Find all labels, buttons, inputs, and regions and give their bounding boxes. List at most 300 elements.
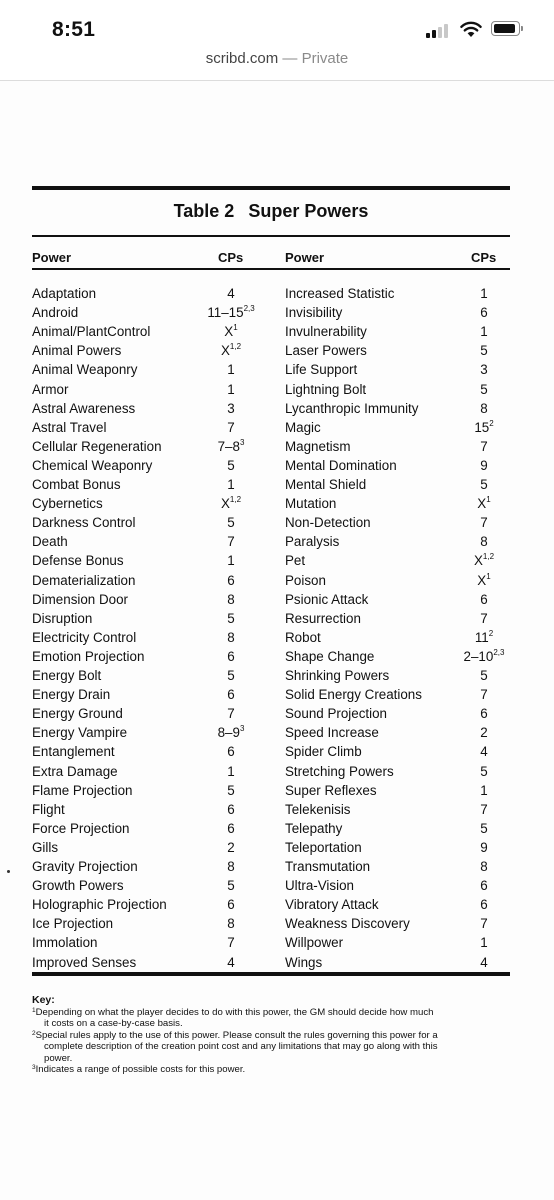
power-name: Lycanthropic Immunity (285, 400, 419, 416)
cp-footnote-marker: 1 (486, 571, 491, 581)
power-name: Resurrection (285, 610, 361, 626)
cp-value: 15 (474, 419, 490, 435)
power-cp (449, 800, 519, 819)
power-row (285, 571, 519, 590)
power-cp (196, 456, 266, 475)
power-name: Magic (285, 419, 321, 435)
power-cp (449, 819, 519, 838)
cp-value: 6 (480, 878, 488, 894)
cp-footnote-marker: 3 (239, 437, 245, 447)
power-cp (196, 284, 266, 303)
cp-value: 5 (480, 668, 488, 683)
key-entry (32, 1007, 512, 1030)
power-row (285, 322, 519, 341)
power-row (32, 895, 266, 914)
cp-value: 7 (480, 515, 488, 531)
cp-value: 2 (480, 725, 488, 741)
power-cp (449, 838, 519, 857)
power-cp (449, 609, 519, 628)
power-cp (449, 437, 519, 456)
power-row (285, 475, 519, 494)
power-name: Lightning Bolt (285, 381, 367, 397)
cp-value: 6 (480, 305, 488, 321)
key-entry (32, 1064, 512, 1076)
power-cp (449, 341, 519, 360)
power-name: Wings (285, 954, 323, 970)
power-cp (449, 322, 519, 341)
power-name: Transmutation (285, 859, 371, 874)
power-cp (449, 723, 519, 742)
power-row (32, 360, 266, 379)
power-name: Energy Bolt (32, 668, 102, 683)
power-row (285, 380, 519, 399)
power-row (285, 360, 519, 379)
power-row (32, 723, 266, 742)
power-name: Energy Ground (32, 706, 123, 722)
cp-footnote-marker: 2 (489, 418, 494, 428)
power-cp (449, 895, 519, 914)
power-name: Willpower (285, 935, 344, 951)
power-name: Vibratory Attack (285, 897, 379, 913)
power-cp (196, 742, 266, 761)
power-cp (196, 571, 266, 590)
scan-speck (7, 870, 10, 873)
power-cp (449, 647, 519, 666)
cp-value: 1 (227, 553, 235, 569)
cp-value: 6 (227, 648, 235, 664)
power-row (285, 800, 519, 819)
power-row (285, 953, 519, 972)
power-cp (196, 341, 266, 360)
power-name: Combat Bonus (32, 477, 121, 492)
power-name: Weakness Discovery (285, 916, 410, 932)
cp-value: 8 (227, 859, 235, 874)
power-name: Mental Shield (285, 477, 367, 492)
table-header-rule (32, 268, 510, 270)
power-name: Non-Detection (285, 515, 371, 531)
cp-value: 3 (480, 362, 488, 378)
cp-value: 5 (480, 381, 488, 397)
power-name: Energy Vampire (32, 725, 128, 741)
power-name: Electricity Control (32, 629, 137, 645)
cp-footnote-marker: 3 (239, 724, 245, 734)
cp-value: 5 (227, 457, 235, 473)
power-cp (196, 399, 266, 418)
power-name: Mutation (285, 496, 337, 512)
power-row (32, 322, 266, 341)
cp-value: 7–8 (217, 438, 240, 454)
cp-value: 6 (227, 820, 235, 836)
power-name: Dematerialization (32, 572, 136, 588)
power-cp (449, 571, 519, 590)
cp-value: 5 (227, 878, 235, 894)
key-text: Depending on what the player decides to do with this power, the GM should decide how much (35, 1006, 434, 1018)
power-row (32, 571, 266, 590)
power-name: Poison (285, 572, 326, 588)
power-cp (449, 704, 519, 723)
power-cp (449, 685, 519, 704)
cp-value: 6 (480, 897, 488, 913)
power-cp (449, 876, 519, 895)
power-cp (449, 781, 519, 800)
power-row (285, 513, 519, 532)
power-row (32, 857, 266, 876)
cp-value: 1 (227, 362, 235, 378)
wifi-icon (459, 20, 483, 38)
power-row (285, 781, 519, 800)
cp-value: 7 (227, 419, 235, 435)
cp-value: X (477, 572, 487, 588)
cp-value: 6 (227, 687, 235, 703)
power-cp (196, 418, 266, 437)
power-row (285, 742, 519, 761)
power-row (285, 685, 519, 704)
power-name: Super Reflexes (285, 782, 377, 798)
power-name: Robot (285, 629, 321, 645)
power-name: Sound Projection (285, 706, 387, 722)
power-name: Cybernetics (32, 496, 103, 512)
power-name: Flight (32, 801, 65, 817)
power-cp (196, 762, 266, 781)
power-row (32, 628, 266, 647)
key-entry (32, 1030, 512, 1065)
power-name: Invisibility (285, 305, 343, 321)
cp-value: X (220, 343, 230, 359)
header-power-right: Power (285, 250, 325, 265)
power-cp (196, 322, 266, 341)
power-cp (196, 704, 266, 723)
power-row (32, 513, 266, 532)
power-name: Disruption (32, 610, 93, 626)
power-row (32, 685, 266, 704)
power-cp (196, 647, 266, 666)
power-row (285, 418, 519, 437)
power-cp (196, 876, 266, 895)
key-text: Special rules apply to the use of this power. Please consult the rules governing this power for a (35, 1029, 438, 1041)
power-row (32, 800, 266, 819)
power-name: Immolation (32, 935, 98, 951)
cp-value: 3 (227, 400, 235, 416)
power-row (32, 876, 266, 895)
power-cp (196, 914, 266, 933)
power-cp (196, 895, 266, 914)
power-name: Death (32, 534, 68, 550)
power-name: Flame Projection (32, 782, 133, 798)
cp-value: 7 (227, 534, 235, 550)
power-cp (449, 628, 519, 647)
power-cp (196, 857, 266, 876)
header-cps-right: CPs (471, 250, 497, 265)
power-cp (449, 360, 519, 379)
cp-value: 4 (227, 954, 235, 970)
cp-value: X (477, 496, 487, 512)
power-name: Animal Weaponry (32, 362, 138, 378)
power-cp (196, 513, 266, 532)
cp-value: 5 (227, 782, 235, 798)
cp-footnote-marker: 1,2 (229, 495, 242, 505)
power-name: Increased Statistic (285, 286, 395, 301)
power-cp (449, 762, 519, 781)
table-key (32, 995, 512, 1076)
cp-value: 5 (480, 343, 488, 359)
cp-value: 1 (480, 935, 488, 951)
power-name: Animal/PlantControl (32, 324, 151, 340)
key-title: Key: (32, 994, 55, 1006)
cp-footnote-marker: 2 (488, 628, 494, 638)
power-name: Ice Projection (32, 916, 114, 932)
power-cp (449, 532, 519, 551)
power-name: Entanglement (32, 744, 115, 760)
power-cp (449, 953, 519, 972)
cp-value: 1 (480, 324, 488, 340)
power-cp (196, 532, 266, 551)
power-row (285, 303, 519, 322)
key-entries (32, 1007, 512, 1076)
cp-value: 7 (480, 687, 488, 703)
power-row (285, 876, 519, 895)
key-text-continuation: it costs on a case-by-case basis. (44, 1018, 183, 1029)
power-name: Improved Senses (32, 954, 137, 970)
power-row (32, 704, 266, 723)
cp-value: X (473, 553, 483, 569)
cp-value: 8 (480, 859, 488, 874)
cp-value: 9 (480, 839, 488, 855)
power-row (32, 303, 266, 322)
power-name: Darkness Control (32, 515, 136, 531)
power-cp (449, 551, 519, 570)
cp-footnote-marker: 2,3 (493, 647, 505, 657)
power-name: Telekenisis (285, 801, 351, 817)
cp-value: 7 (480, 610, 488, 626)
power-cp (196, 819, 266, 838)
key-marker: 2 (32, 1029, 36, 1037)
cp-value: X (224, 324, 234, 340)
power-row (285, 609, 519, 628)
power-name: Astral Awareness (32, 400, 136, 416)
url-domain: scribd.com (205, 50, 279, 67)
power-cp (449, 742, 519, 761)
power-row (32, 933, 266, 952)
power-row (285, 933, 519, 952)
power-cp (449, 513, 519, 532)
power-row (32, 781, 266, 800)
status-bar (0, 0, 554, 52)
power-name: Gravity Projection (32, 859, 138, 874)
power-row (285, 590, 519, 609)
power-name: Armor (32, 381, 69, 397)
power-row (285, 494, 519, 513)
power-name: Invulnerability (285, 324, 367, 340)
power-row (285, 723, 519, 742)
cp-value: 8–9 (217, 725, 240, 741)
power-row (32, 551, 266, 570)
power-cp (196, 723, 266, 742)
power-name: Paralysis (285, 534, 340, 550)
power-cp (196, 666, 266, 685)
power-name: Shrinking Powers (285, 668, 390, 683)
power-name: Cellular Regeneration (32, 438, 162, 454)
cp-footnote-marker: 2,3 (243, 304, 255, 314)
power-row (285, 647, 519, 666)
power-row (32, 647, 266, 666)
power-row (285, 704, 519, 723)
power-name: Spider Climb (285, 744, 362, 760)
cp-value: 8 (227, 916, 235, 932)
cp-value: 5 (227, 515, 235, 531)
power-row (32, 284, 266, 303)
cp-value: 5 (227, 610, 235, 626)
power-row (285, 857, 519, 876)
power-name: Animal Powers (32, 343, 122, 359)
power-name: Stretching Powers (285, 763, 394, 779)
power-name: Growth Powers (32, 878, 124, 894)
power-row (285, 628, 519, 647)
power-cp (196, 551, 266, 570)
power-row (32, 456, 266, 475)
power-cp (449, 475, 519, 494)
power-name: Psionic Attack (285, 591, 369, 607)
cp-value: 8 (227, 629, 235, 645)
power-row (285, 284, 519, 303)
address-bar[interactable] (0, 50, 554, 74)
power-name: Ultra-Vision (285, 878, 354, 894)
cp-value: 7 (227, 706, 235, 722)
cp-footnote-marker: 1 (233, 323, 238, 333)
power-row (285, 914, 519, 933)
status-time: 8:51 (52, 18, 96, 41)
cp-value: 1 (480, 286, 488, 301)
cp-value: 9 (480, 457, 488, 473)
power-name: Defense Bonus (32, 553, 124, 569)
power-cp (449, 914, 519, 933)
power-row (32, 819, 266, 838)
power-name: Speed Increase (285, 725, 379, 741)
key-marker: 3 (32, 1064, 36, 1071)
cp-value: 5 (480, 763, 488, 779)
cp-value: 1 (227, 477, 235, 492)
power-name: Force Projection (32, 820, 130, 836)
cp-value: 1 (227, 381, 235, 397)
power-cp (196, 590, 266, 609)
power-cp (196, 494, 266, 513)
cp-value: 5 (227, 668, 235, 683)
power-cp (196, 933, 266, 952)
power-name: Dimension Door (32, 591, 129, 607)
table-top-rule (32, 186, 510, 190)
cp-value: 6 (480, 706, 488, 722)
power-name: Laser Powers (285, 343, 367, 359)
power-cp (449, 418, 519, 437)
power-row (32, 494, 266, 513)
power-row (285, 838, 519, 857)
power-cp (449, 303, 519, 322)
power-name: Pet (285, 553, 306, 569)
power-row (32, 953, 266, 972)
power-name: Android (32, 305, 79, 321)
header-cps-left: CPs (218, 250, 244, 265)
power-name: Mental Domination (285, 457, 397, 473)
power-cp (196, 628, 266, 647)
power-row (32, 380, 266, 399)
power-name: Extra Damage (32, 763, 118, 779)
power-row (32, 590, 266, 609)
power-row (285, 762, 519, 781)
cp-value: X (220, 496, 230, 512)
cp-value: 5 (480, 820, 488, 836)
power-row (32, 399, 266, 418)
cp-value: 2 (227, 839, 235, 855)
power-name: Teleportation (285, 839, 362, 855)
power-row (32, 914, 266, 933)
table-title (32, 201, 510, 222)
power-name: Telepathy (285, 820, 343, 836)
power-cp (196, 437, 266, 456)
power-row (285, 437, 519, 456)
power-cp (449, 933, 519, 952)
cp-value: 6 (227, 744, 235, 760)
table-number: Table 2 (173, 201, 235, 221)
cp-value: 1 (480, 782, 488, 798)
cp-value: 7 (227, 935, 235, 951)
power-row (32, 666, 266, 685)
cp-value: 5 (480, 477, 488, 492)
power-cp (449, 380, 519, 399)
power-row (32, 532, 266, 551)
power-name: Energy Drain (32, 687, 111, 703)
power-name: Life Support (285, 362, 358, 378)
power-cp (449, 590, 519, 609)
cp-value: 6 (227, 572, 235, 588)
cp-value: 6 (227, 897, 235, 913)
cp-value: 4 (480, 744, 488, 760)
power-cp (196, 953, 266, 972)
cp-value: 7 (480, 438, 488, 454)
power-cp (196, 609, 266, 628)
power-cp (196, 475, 266, 494)
power-name: Gills (32, 839, 59, 855)
power-row (285, 551, 519, 570)
url-separator: — (278, 50, 302, 67)
power-cp (449, 399, 519, 418)
power-row (285, 532, 519, 551)
power-cp (449, 857, 519, 876)
power-row (285, 456, 519, 475)
power-row (285, 819, 519, 838)
cp-value: 7 (480, 916, 488, 932)
power-name: Astral Travel (32, 419, 107, 435)
private-mode-label: Private (301, 50, 349, 67)
power-cp (196, 303, 266, 322)
power-row (32, 609, 266, 628)
cp-value: 4 (480, 954, 488, 970)
key-marker: 1 (32, 1006, 36, 1014)
power-row (32, 341, 266, 360)
power-row (285, 666, 519, 685)
cp-value: 6 (480, 591, 488, 607)
cp-value: 8 (227, 591, 235, 607)
cp-value: 6 (227, 801, 235, 817)
cp-footnote-marker: 1,2 (229, 342, 242, 352)
power-name: Magnetism (285, 438, 351, 454)
table-name: Super Powers (248, 201, 369, 221)
power-row (32, 418, 266, 437)
key-text: Indicates a range of possible costs for this power. (35, 1064, 246, 1075)
power-row (32, 742, 266, 761)
cp-value: 4 (227, 286, 235, 301)
cp-value: 11 (474, 629, 489, 645)
power-cp (449, 284, 519, 303)
table-bottom-rule (32, 972, 510, 976)
